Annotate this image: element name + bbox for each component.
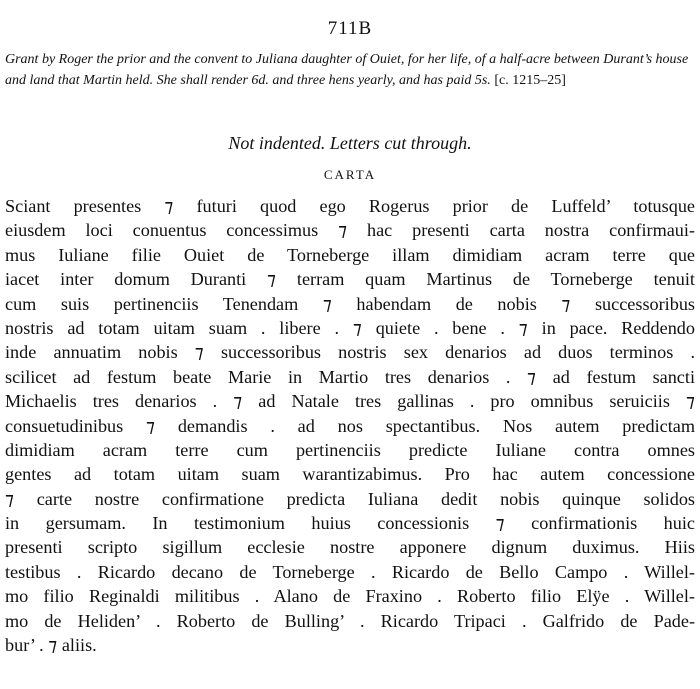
text-line: in gersumam. In testimonium huius concessionis ⁊ confirmationis huic xyxy=(5,513,695,534)
summary-text: Grant by Roger the prior and the convent to Juliana daughter of Ouiet, for her life, of a half-acre between Durant’s house and land that Martin held. She shall render 6d. and three hens yearly, and has paid 5s. xyxy=(5,52,689,88)
summary-date: [c. 1215–25] xyxy=(494,72,566,88)
text-line: eiusdem loci conuentus concessimus ⁊ hac presenti carta nostra confirmaui- xyxy=(5,220,695,241)
charter-text xyxy=(5,194,695,657)
text-line: mus Iuliane filie Ouiet de Torneberge illam dimidiam acram terre que xyxy=(5,244,695,265)
text-line: mo filio Reginaldi militibus . Alano de Fraxino . Roberto filio Elÿe . Willel- xyxy=(5,586,695,607)
text-line: cum suis pertinenciis Tenendam ⁊ habendam de nobis ⁊ successoribus xyxy=(5,293,695,314)
text-line-last: bur’ . ⁊ aliis. xyxy=(5,635,97,656)
text-line: dimidiam acram terre cum pertinenciis predicte Iuliane contra omnes xyxy=(5,439,695,460)
text-line: gentes ad totam uitam suam warantizabimus. Pro hac autem concessione xyxy=(5,464,695,485)
charter-number: 711B xyxy=(327,18,373,39)
text-line: scilicet ad festum beate Marie in Martio tres denarios . ⁊ ad festum sancti xyxy=(5,366,695,387)
text-line: presenti scripto sigillum ecclesie nostre apponere dignum duximus. Hiis xyxy=(5,537,695,558)
physical-note: Not indented. Letters cut through. xyxy=(228,133,472,153)
text-line: ⁊ carte nostre confirmatione predicta Iuliana dedit nobis quinque solidos xyxy=(5,488,695,509)
text-line: Sciant presentes ⁊ futuri quod ego Rogerus prior de Luffeld’ totusque xyxy=(5,196,695,216)
text-line: iacet inter domum Duranti ⁊ terram quam Martinus de Torneberge tenuit xyxy=(5,269,695,290)
text-line: consuetudinibus ⁊ demandis . ad nos spectantibus. Nos autem predictam xyxy=(5,415,695,436)
charter-summary xyxy=(5,50,695,91)
section-heading: CARTA xyxy=(323,167,377,182)
text-line: Michaelis tres denarios . ⁊ ad Natale tres gallinas . pro omnibus seruiciis ⁊ xyxy=(5,391,695,412)
text-line: mo de Heliden’ . Roberto de Bulling’ . Ricardo Tripaci . Galfrido de Pade- xyxy=(5,610,695,631)
text-line: nostris ad totam uitam suam . libere . ⁊ quiete . bene . ⁊ in pace. Reddendo xyxy=(5,317,695,338)
text-line: inde annuatim nobis ⁊ successoribus nostris sex denarios ad duos terminos . xyxy=(5,342,695,363)
text-line: testibus . Ricardo decano de Torneberge . Ricardo de Bello Campo . Willel- xyxy=(5,561,695,582)
